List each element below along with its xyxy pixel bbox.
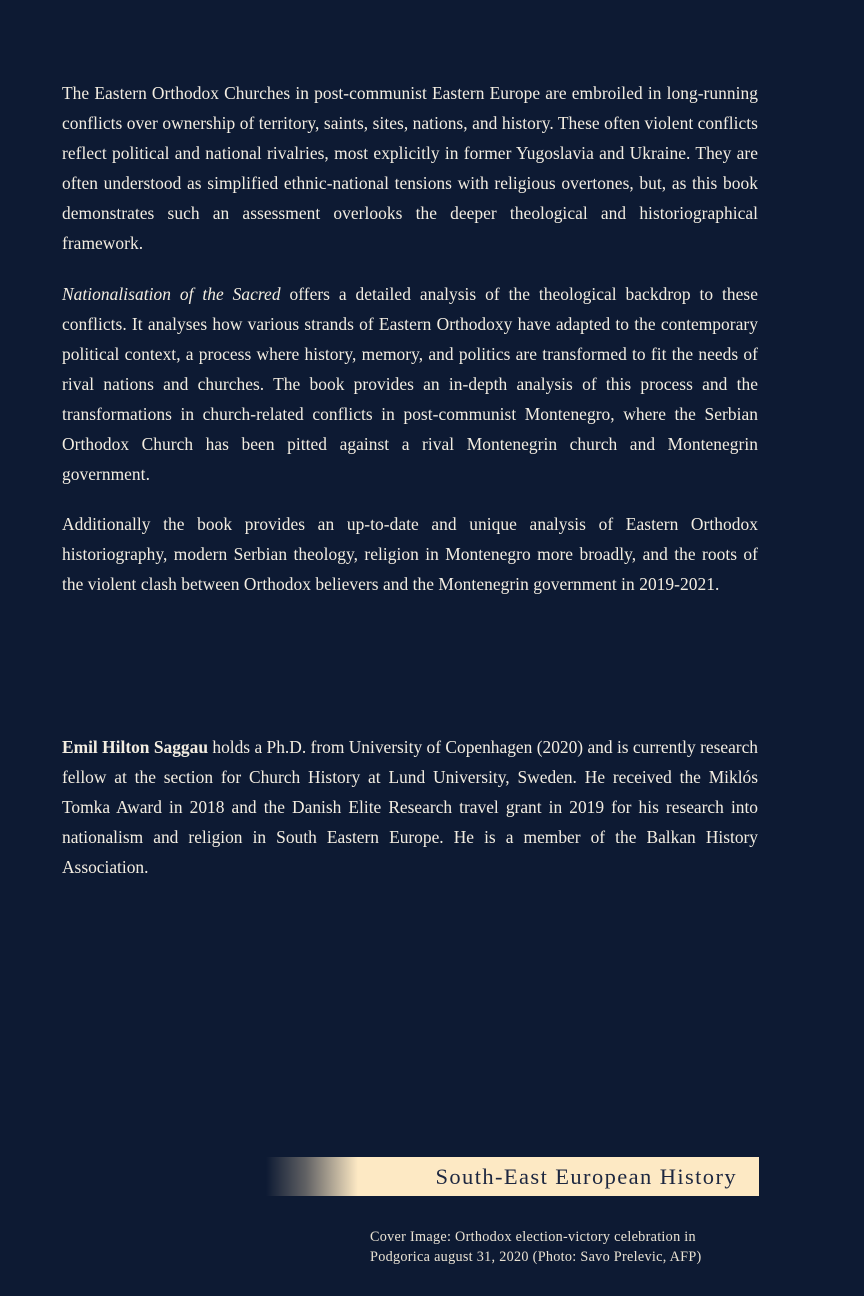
- author-bio: [62, 732, 758, 882]
- blurb-paragraph-2-text: offers a detailed analysis of the theological backdrop to these conflicts. It analyses how various strands of Eastern Orthodoxy have adapted to the contemporary political context, a process where history, memory, and politics are transformed to fit the needs of rival nations and churches. The book provides an in-depth analysis of this process and the transformations in church-related conflicts in post-communist Montenegro, where the Serbian Orthodox Church has been pitted against a rival Montenegrin church and Montenegrin government.: [62, 283, 759, 485]
- blurb-paragraph-1: The Eastern Orthodox Churches in post-communist Eastern Europe are embroiled in long-running conflicts over ownership of territory, saints, sites, nations, and history. These often violent conflicts reflect political and national rivalries, most explicitly in former Yugoslavia and Ukraine. They are often understood as simplified ethnic-national tensions with religious overtones, but, as this book demonstrates such an assessment overlooks the deeper theological and historiographical framework.: [62, 83, 758, 254]
- book-blurb: [62, 78, 758, 600]
- series-banner: [266, 1157, 759, 1196]
- author-bio-text: holds a Ph.D. from University of Copenhagen (2020) and is currently research fellow at the section for Church History at Lund University, Sweden. He received the Miklós Tomka Award in 2018 and the Danish Elite Research travel grant in 2019 for his research into nationalism and religion in South Eastern Europe. He is a member of the Balkan History Association.: [62, 737, 758, 878]
- blurb-paragraph-3: Additionally the book provides an up-to-date and unique analysis of Eastern Orthodox historiography, modern Serbian theology, religion in Montenegro more broadly, and the roots of the violent clash between Orthodox believers and the Montenegrin government in 2019-2021.: [62, 514, 758, 595]
- cover-credit-line-1: Cover Image: Orthodox election-victory celebration in: [370, 1229, 696, 1245]
- blurb-paragraph-2: [62, 279, 758, 490]
- author-name: Emil Hilton Saggau: [62, 737, 208, 757]
- cover-credit-line-2: Podgorica august 31, 2020 (Photo: Savo Prelevic, AFP): [370, 1249, 702, 1265]
- book-title-italic: Nationalisation of the Sacred: [62, 283, 281, 304]
- cover-image-credit: [370, 1227, 750, 1267]
- series-title: South-East European History: [435, 1164, 737, 1189]
- author-bio-paragraph: [62, 732, 758, 882]
